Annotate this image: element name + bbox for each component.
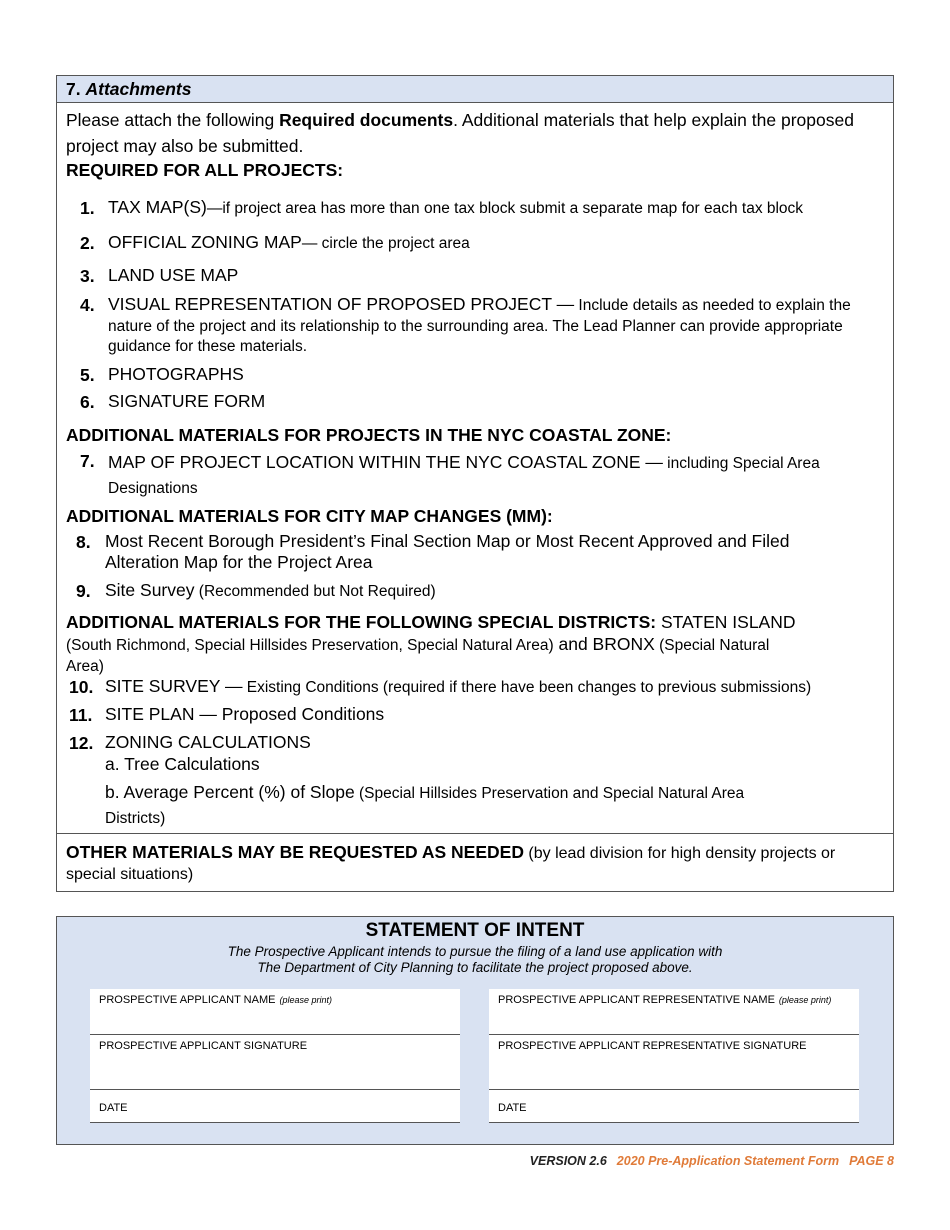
item-1: TAX MAP(S)—if project area has more than one tax block submit a separate map for each tax block bbox=[108, 197, 804, 217]
soi-line-2: The Department of City Planning to facilitate the project proposed above. bbox=[257, 960, 693, 975]
item-2: OFFICIAL ZONING MAP— circle the project area bbox=[108, 232, 470, 252]
representative-date-field[interactable]: DATE bbox=[489, 1090, 859, 1123]
item-7-number: 7. bbox=[80, 451, 95, 471]
item-12a: a. Tree Calculations bbox=[105, 754, 260, 774]
item-2-number: 2. bbox=[80, 233, 95, 253]
form-name: 2020 Pre-Application Statement Form bbox=[616, 1154, 840, 1168]
item-8-number: 8. bbox=[76, 532, 91, 552]
special-districts-heading: ADDITIONAL MATERIALS FOR THE FOLLOWING SPECIAL DISTRICTS: STATEN ISLAND (South Richmond, Special Hillsides Preservation, Special Natural Area) and BRONX (Special Natural Area) bbox=[66, 612, 796, 675]
item-5: PHOTOGRAPHS bbox=[108, 364, 244, 384]
item-11: SITE PLAN — Proposed Conditions bbox=[105, 704, 385, 724]
item-3: LAND USE MAP bbox=[108, 265, 239, 285]
item-9-number: 9. bbox=[76, 581, 91, 601]
attachments-section bbox=[56, 75, 894, 892]
representative-name-field[interactable]: PROSPECTIVE APPLICANT REPRESENTATIVE NAME (please print) bbox=[489, 989, 859, 1035]
item-7: MAP OF PROJECT LOCATION WITHIN THE NYC COASTAL ZONE — including Special Area Designations bbox=[108, 452, 820, 497]
attachments-content bbox=[57, 103, 893, 833]
item-10-number: 10. bbox=[69, 677, 94, 697]
applicant-signature-field[interactable]: PROSPECTIVE APPLICANT SIGNATURE bbox=[90, 1035, 460, 1090]
item-1-number: 1. bbox=[80, 198, 95, 218]
coastal-heading: ADDITIONAL MATERIALS FOR PROJECTS IN THE NYC COASTAL ZONE: bbox=[66, 425, 672, 445]
citymap-heading: ADDITIONAL MATERIALS FOR CITY MAP CHANGES (MM): bbox=[66, 506, 553, 526]
page-footer bbox=[530, 1154, 894, 1168]
statement-of-intent bbox=[56, 916, 894, 1145]
intro-text: Please attach the following Required documents. Additional materials that help explain the proposed project may also be submitted. bbox=[66, 110, 854, 156]
page-number: PAGE 8 bbox=[849, 1154, 894, 1168]
item-11-number: 11. bbox=[69, 705, 93, 725]
item-8: Most Recent Borough President’s Final Section Map or Most Recent Approved and Filed Alteration Map for the Project Area bbox=[105, 531, 790, 572]
soi-line-1: The Prospective Applicant intends to pursue the filing of a land use application with bbox=[227, 944, 723, 959]
applicant-name-field[interactable]: PROSPECTIVE APPLICANT NAME (please print) bbox=[90, 989, 460, 1035]
representative-signature-field[interactable]: PROSPECTIVE APPLICANT REPRESENTATIVE SIGNATURE bbox=[489, 1035, 859, 1090]
item-4-number: 4. bbox=[80, 295, 95, 315]
item-6-number: 6. bbox=[80, 392, 95, 412]
soi-title: STATEMENT OF INTENT bbox=[365, 920, 585, 941]
applicant-fields bbox=[90, 989, 460, 1123]
item-6: SIGNATURE FORM bbox=[108, 391, 266, 411]
other-materials-note: OTHER MATERIALS MAY BE REQUESTED AS NEEDED (by lead division for high density projects or special situations) bbox=[57, 833, 893, 891]
version-label: VERSION 2.6 bbox=[529, 1154, 607, 1168]
section-header bbox=[57, 76, 893, 103]
required-heading: REQUIRED FOR ALL PROJECTS: bbox=[66, 160, 344, 180]
item-4: VISUAL REPRESENTATION OF PROPOSED PROJECT — Include details as needed to explain the nature of the project and its relationship to the surrounding area. The Lead Planner can provide appropriate guidance for these materials. bbox=[108, 294, 851, 355]
item-9: Site Survey (Recommended but Not Required) bbox=[105, 580, 436, 600]
item-3-number: 3. bbox=[80, 266, 95, 286]
item-12: ZONING CALCULATIONS bbox=[105, 732, 311, 752]
applicant-date-field[interactable]: DATE bbox=[90, 1090, 460, 1123]
item-12b: b. Average Percent (%) of Slope (Special Hillsides Preservation and Special Natural Area Districts) bbox=[105, 782, 745, 827]
section-number: 7. bbox=[66, 79, 81, 99]
item-12-number: 12. bbox=[69, 733, 94, 753]
item-5-number: 5. bbox=[80, 365, 95, 385]
item-10: SITE SURVEY — Existing Conditions (required if there have been changes to previous submissions) bbox=[105, 676, 812, 696]
section-title: Attachments bbox=[85, 79, 192, 99]
representative-fields bbox=[489, 989, 859, 1123]
